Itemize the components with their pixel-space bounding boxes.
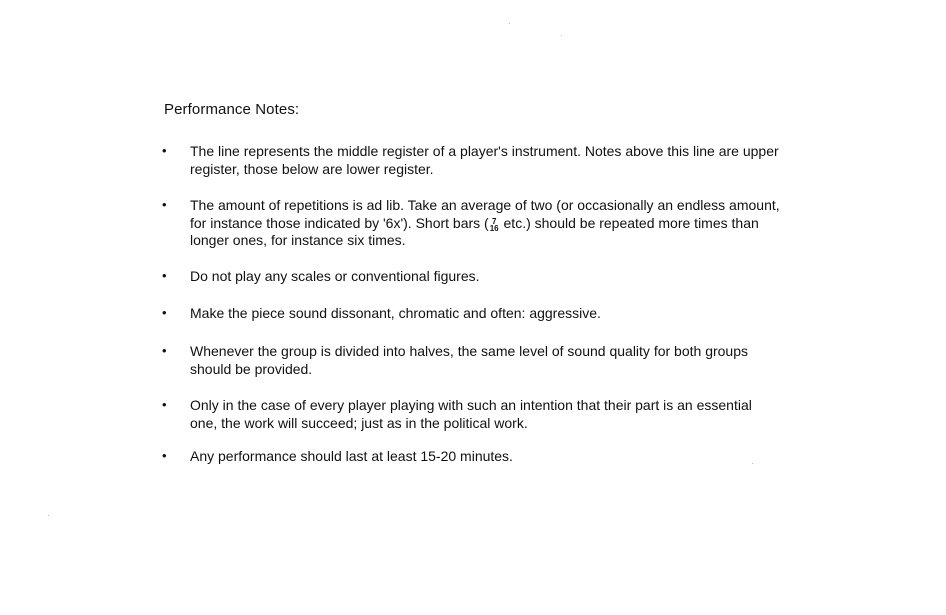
fraction-numerator: 7 (491, 216, 497, 226)
note-text (190, 197, 782, 250)
note-text: Whenever the group is divided into halves, the same level of sound quality for both groups should be provided. (190, 343, 748, 377)
page-title: Performance Notes: (164, 101, 300, 118)
fraction-denominator: 16 (489, 223, 499, 233)
note-text: Any performance should last at least 15-20 minutes. (190, 448, 513, 464)
note-text: The line represents the middle register of a player's instrument. Notes above this line are upper register, those below are lower register. (190, 143, 779, 177)
note-text-before: The amount of repetitions is ad lib. Take an average of two (or occasionally an endless amount, for instance those indicated by '6x'). Short bars ( (190, 197, 780, 231)
note-text-after: etc.) should be repeated more times than longer ones, for instance six times. (190, 214, 759, 248)
bullet-icon: • (162, 143, 167, 158)
time-signature-fraction (490, 218, 499, 232)
scan-speck (561, 35, 562, 36)
bullet-icon: • (162, 343, 167, 358)
bullet-icon: • (162, 268, 167, 283)
note-text: Only in the case of every player playing with such an intention that their part is an essential one, the work will succeed; just as in the political work. (190, 397, 752, 431)
scan-speck (509, 23, 510, 24)
bullet-icon: • (162, 305, 167, 320)
note-text: Make the piece sound dissonant, chromatic and often: aggressive. (190, 305, 601, 321)
bullet-icon: • (162, 397, 167, 412)
scan-speck (48, 515, 49, 516)
note-text: Do not play any scales or conventional figures. (190, 268, 480, 284)
bullet-icon: • (162, 448, 167, 463)
bullet-icon: • (162, 197, 167, 212)
